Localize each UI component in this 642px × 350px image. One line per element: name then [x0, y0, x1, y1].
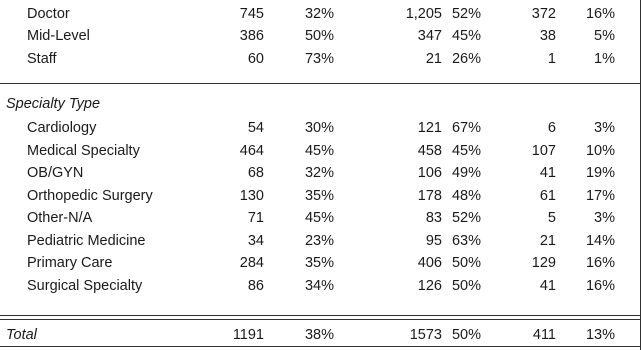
value-1: 54: [247, 120, 264, 136]
value-1: 68: [247, 165, 264, 181]
section-header: [0, 93, 642, 115]
value-1: 71: [247, 210, 264, 226]
table-bottom-border: [0, 346, 641, 347]
total-value-1: 1191: [232, 327, 264, 343]
value-2: 126: [417, 278, 442, 294]
section-divider-bottom-2: [0, 319, 641, 320]
value-2: 406: [417, 255, 442, 271]
value-2: 178: [417, 188, 442, 204]
value-3: 1: [547, 51, 556, 67]
percent-3: 19%: [585, 165, 615, 181]
percent-3: 16%: [585, 278, 615, 294]
table-row: [0, 117, 642, 139]
percent-2: 50%: [451, 255, 481, 271]
percent-3: 10%: [585, 143, 615, 159]
percent-3: 16%: [585, 255, 615, 271]
row-label: Medical Specialty: [27, 143, 140, 159]
value-3: 129: [531, 255, 556, 271]
row-label: Doctor: [27, 6, 70, 22]
value-2: 21: [425, 51, 442, 67]
percent-2: 49%: [451, 165, 481, 181]
total-percent-1: 38%: [304, 327, 334, 343]
percent-3: 16%: [585, 6, 615, 22]
table-row: [0, 162, 642, 184]
percent-3: 17%: [585, 188, 615, 204]
percent-1: 30%: [304, 120, 334, 136]
percent-1: 45%: [304, 210, 334, 226]
value-1: 86: [247, 278, 264, 294]
row-label: Orthopedic Surgery: [27, 188, 153, 204]
percent-2: 67%: [451, 120, 481, 136]
table-row: [0, 207, 642, 229]
value-3: 6: [547, 120, 556, 136]
section-divider-top: [0, 83, 641, 84]
percent-2: 52%: [451, 6, 481, 22]
percent-1: 23%: [304, 233, 334, 249]
value-1: 745: [239, 6, 264, 22]
table-row: [0, 25, 642, 47]
percent-3: 1%: [594, 51, 615, 67]
value-1: 284: [239, 255, 264, 271]
table-row: [0, 252, 642, 274]
row-label: OB/GYN: [27, 165, 84, 181]
value-3: 107: [531, 143, 556, 159]
value-3: 41: [539, 278, 556, 294]
value-2: 1,205: [405, 6, 442, 22]
percent-1: 34%: [304, 278, 334, 294]
table-row: [0, 185, 642, 207]
total-row: [0, 324, 642, 346]
value-1: 34: [247, 233, 264, 249]
percent-2: 52%: [451, 210, 481, 226]
row-label: Staff: [27, 51, 57, 67]
value-1: 386: [239, 28, 264, 44]
table-row: [0, 48, 642, 70]
percent-1: 32%: [304, 6, 334, 22]
total-value-3: 411: [532, 327, 556, 343]
section-divider-bottom-1: [0, 315, 641, 316]
total-percent-3: 13%: [585, 327, 615, 343]
percent-3: 3%: [594, 210, 615, 226]
value-2: 95: [425, 233, 442, 249]
value-3: 41: [539, 165, 556, 181]
value-2: 347: [417, 28, 442, 44]
percent-1: 45%: [304, 143, 334, 159]
value-3: 372: [531, 6, 556, 22]
value-2: 83: [425, 210, 442, 226]
percent-1: 35%: [304, 188, 334, 204]
percent-3: 5%: [594, 28, 615, 44]
row-label: Other-N/A: [27, 210, 93, 226]
total-percent-2: 50%: [451, 327, 481, 343]
percent-2: 48%: [451, 188, 481, 204]
table-row: [0, 230, 642, 252]
percent-1: 73%: [304, 51, 334, 67]
percent-3: 3%: [594, 120, 615, 136]
value-3: 61: [539, 188, 556, 204]
percent-2: 45%: [451, 143, 481, 159]
table-row: [0, 3, 642, 25]
percent-1: 35%: [304, 255, 334, 271]
percent-2: 26%: [451, 51, 481, 67]
value-1: 464: [239, 143, 264, 159]
total-label: Total: [6, 327, 37, 343]
value-3: 21: [539, 233, 556, 249]
row-label: Surgical Specialty: [27, 278, 143, 294]
percent-3: 14%: [585, 233, 615, 249]
value-2: 106: [417, 165, 442, 181]
value-2: 458: [417, 143, 442, 159]
row-label: Mid-Level: [27, 28, 90, 44]
row-label: Cardiology: [27, 120, 97, 136]
total-value-2: 1573: [409, 327, 442, 343]
value-3: 5: [547, 210, 556, 226]
value-1: 130: [239, 188, 264, 204]
row-label: Primary Care: [27, 255, 113, 271]
percent-2: 45%: [451, 28, 481, 44]
percent-2: 63%: [451, 233, 481, 249]
value-1: 60: [247, 51, 264, 67]
section-title: Specialty Type: [6, 96, 101, 112]
percent-2: 50%: [451, 278, 481, 294]
percent-1: 32%: [304, 165, 334, 181]
row-label: Pediatric Medicine: [27, 233, 146, 249]
value-2: 121: [417, 120, 442, 136]
table-row: [0, 275, 642, 297]
value-3: 38: [539, 28, 556, 44]
table-row: [0, 140, 642, 162]
percent-1: 50%: [304, 28, 334, 44]
